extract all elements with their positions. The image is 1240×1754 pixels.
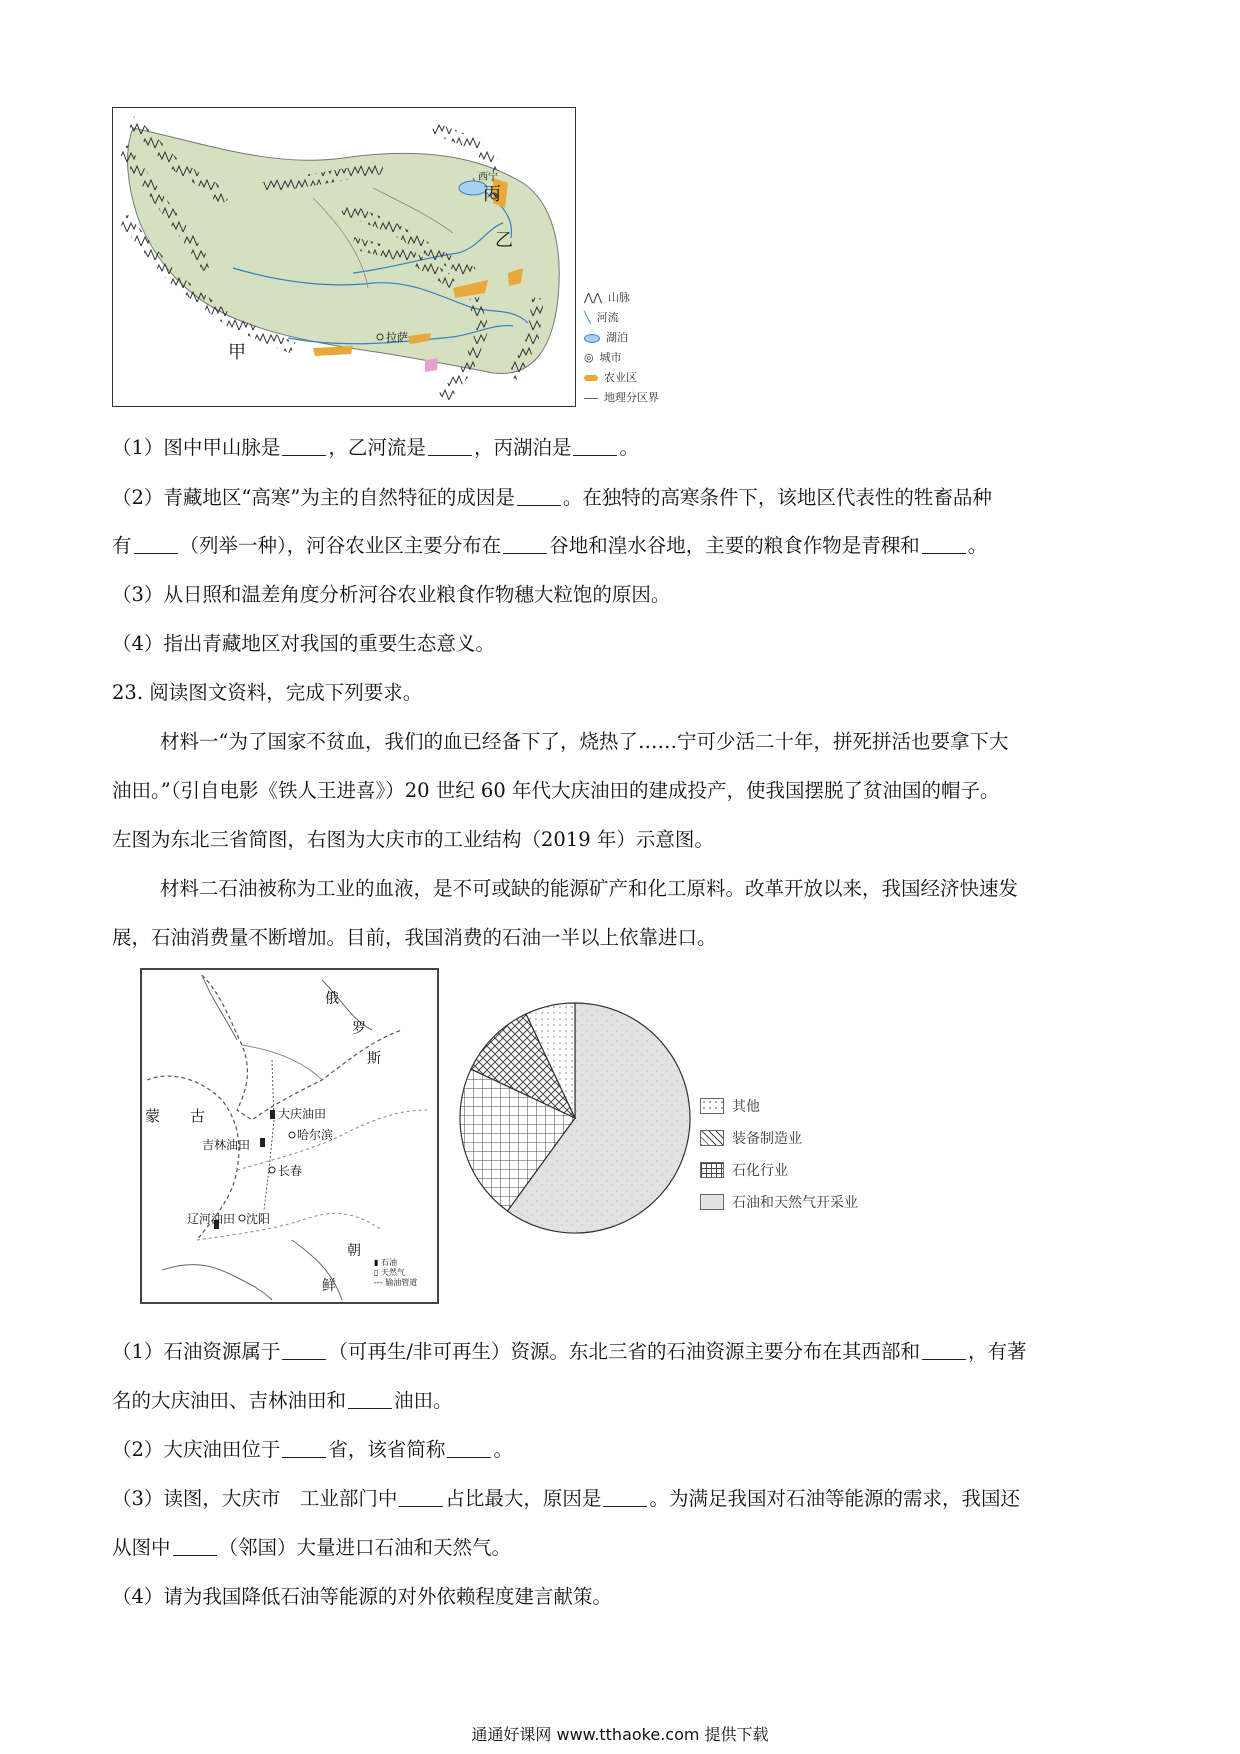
label-liaohe: 辽河油田 xyxy=(187,1212,236,1226)
label-xining: 西宁 xyxy=(478,172,498,183)
gray-swatch-icon xyxy=(700,1194,724,1210)
legend-pipeline: --- 输油管道 xyxy=(374,1278,418,1287)
answer-blank[interactable] xyxy=(922,533,966,554)
label-harbin: 哈尔滨 xyxy=(297,1128,334,1142)
legend-other: 其他 xyxy=(700,1090,858,1122)
q23-title: 23. 阅读图文资料，完成下列要求。 xyxy=(112,681,423,704)
legend-river: ╲ 河流 xyxy=(584,308,659,328)
pie-chart-svg xyxy=(455,998,695,1238)
northeast-china-map xyxy=(140,968,439,1304)
oil-field-icon xyxy=(260,1138,265,1147)
answer-blank[interactable] xyxy=(399,1486,443,1507)
q23-part2: （2）大庆油田位于 省，该省简称 。 xyxy=(112,1438,513,1461)
northeast-map-drawing xyxy=(142,970,437,1302)
lake-icon xyxy=(584,334,600,343)
material2-line1: 材料二石油被称为工业的血液，是不可或缺的能源矿产和化工原料。改革开放以来，我国经济快速发 xyxy=(160,877,1019,900)
material1-line2: 油田。”（引自电影《铁人王进喜》）20 世纪 60 年代大庆油田的建成投产，使我国摆脱了贫油国的帽子。 xyxy=(112,779,1000,802)
q22-part2-line1: （2）青藏地区“高寒”为主的自然特征的成因是 。在独特的高寒条件下，该地区代表性的牲畜品种 xyxy=(112,486,992,509)
industry-structure-pie-chart xyxy=(455,998,695,1242)
material2-line2: 展，石油消费量不断增加。目前，我国消费的石油一半以上依靠进口。 xyxy=(112,926,717,949)
grid-swatch-icon xyxy=(700,1162,724,1178)
label-si: 斯 xyxy=(367,1051,381,1067)
material1-line1: 材料一“为了国家不贫血，我们的血已经备下了，烧热了……宁可少活二十年，拼死拼活也要拿下大 xyxy=(160,730,1009,753)
q22-part4: （4）指出青藏地区对我国的重要生态意义。 xyxy=(112,632,495,655)
q23-part3-line2: 从图中 （邻国）大量进口石油和天然气。 xyxy=(112,1536,512,1559)
label-jia: 甲 xyxy=(228,342,246,363)
label-jilin: 吉林油田 xyxy=(202,1138,251,1152)
label-meng: 蒙 xyxy=(145,1107,161,1125)
legend-oil-gas: 石油和天然气开采业 xyxy=(700,1186,858,1218)
tibet-map xyxy=(112,107,576,407)
city-icon xyxy=(289,1132,295,1138)
label-luo: 罗 xyxy=(352,1021,366,1037)
label-gu: 古 xyxy=(190,1107,206,1125)
answer-blank[interactable] xyxy=(428,435,472,456)
answer-blank[interactable] xyxy=(348,1388,392,1409)
legend-farm: 农业区 xyxy=(584,368,659,388)
label-e: 俄 xyxy=(325,991,339,1007)
q23-part4: （4）请为我国降低石油等能源的对外依赖程度建言献策。 xyxy=(112,1585,612,1608)
material1-line3: 左图为东北三省简图，右图为大庆市的工业结构（2019 年）示意图。 xyxy=(112,828,714,851)
dots-swatch-icon xyxy=(700,1098,724,1114)
q23-part3-line1: （3）读图，大庆市 工业部门中 占比最大，原因是 。为满足我国对石油等能源的需求，我国还 xyxy=(112,1487,1020,1510)
q23-part1-line2: 名的大庆油田、吉林油田和 油田。 xyxy=(112,1389,453,1412)
q23-part1-line1: （1）石油资源属于 （可再生/非可再生）资源。东北三省的石油资源主要分布在其西部和 ，有著 xyxy=(112,1340,1027,1363)
legend-lake: 湖泊 xyxy=(584,328,659,348)
legend-petrochemical: 石化行业 xyxy=(700,1154,858,1186)
legend-gas: ▯ 天然气 xyxy=(374,1268,405,1277)
crosshatch-swatch-icon xyxy=(700,1130,724,1146)
answer-blank[interactable] xyxy=(282,1339,326,1360)
answer-blank[interactable] xyxy=(922,1339,966,1360)
answer-blank[interactable] xyxy=(503,533,547,554)
answer-blank[interactable] xyxy=(573,435,617,456)
city-icon xyxy=(239,1215,245,1221)
q22-part1: （1）图中甲山脉是 ，乙河流是 ，丙湖泊是 。 xyxy=(112,436,639,459)
answer-blank[interactable] xyxy=(603,1486,647,1507)
label-chao: 朝 xyxy=(347,1243,361,1259)
legend-oil: ▮ 石油 xyxy=(374,1258,397,1267)
label-yi: 乙 xyxy=(495,230,513,251)
q22-part2-line2: 有 （列举一种），河谷农业区主要分布在 谷地和湟水谷地，主要的粮食作物是青稞和 。 xyxy=(112,534,988,557)
label-xian: 鲜 xyxy=(322,1278,336,1294)
answer-blank[interactable] xyxy=(517,485,561,506)
page-footer: 通通好课网 www.tthaoke.com 提供下载 xyxy=(471,1725,769,1744)
mountain-icon: ⋀⋀ xyxy=(584,291,603,304)
label-bing: 丙 xyxy=(483,184,501,205)
label-lhasa: 拉萨 xyxy=(386,331,408,344)
answer-blank[interactable] xyxy=(282,435,326,456)
farm-area-icon xyxy=(584,375,598,381)
legend-mountain: ⋀⋀ 山脉 xyxy=(584,288,659,308)
pie-legend xyxy=(700,1090,858,1218)
label-daqing: 大庆油田 xyxy=(278,1107,327,1121)
river-icon: ╲ xyxy=(584,311,591,324)
q22-part3: （3）从日照和温差角度分析河谷农业粮食作物穗大粒饱的原因。 xyxy=(112,583,671,606)
farm-area xyxy=(313,346,353,356)
farm-area xyxy=(425,358,438,372)
answer-blank[interactable] xyxy=(134,533,178,554)
label-shenyang: 沈阳 xyxy=(246,1212,271,1226)
northeast-map-legend xyxy=(374,1258,417,1288)
label-changchun: 长春 xyxy=(278,1164,303,1178)
tibet-map-drawing xyxy=(113,108,575,406)
legend-equipment: 装备制造业 xyxy=(700,1122,858,1154)
city-icon xyxy=(269,1167,275,1173)
answer-blank[interactable] xyxy=(447,1437,491,1458)
legend-city: ◎ 城市 xyxy=(584,348,659,368)
legend-boundary: 地理分区界 xyxy=(584,388,659,408)
oil-field-icon xyxy=(270,1110,275,1119)
answer-blank[interactable] xyxy=(282,1437,326,1458)
boundary-line-icon xyxy=(584,398,598,399)
answer-blank[interactable] xyxy=(173,1535,217,1556)
tibet-map-legend xyxy=(584,288,659,408)
city-icon: ◎ xyxy=(584,351,594,364)
